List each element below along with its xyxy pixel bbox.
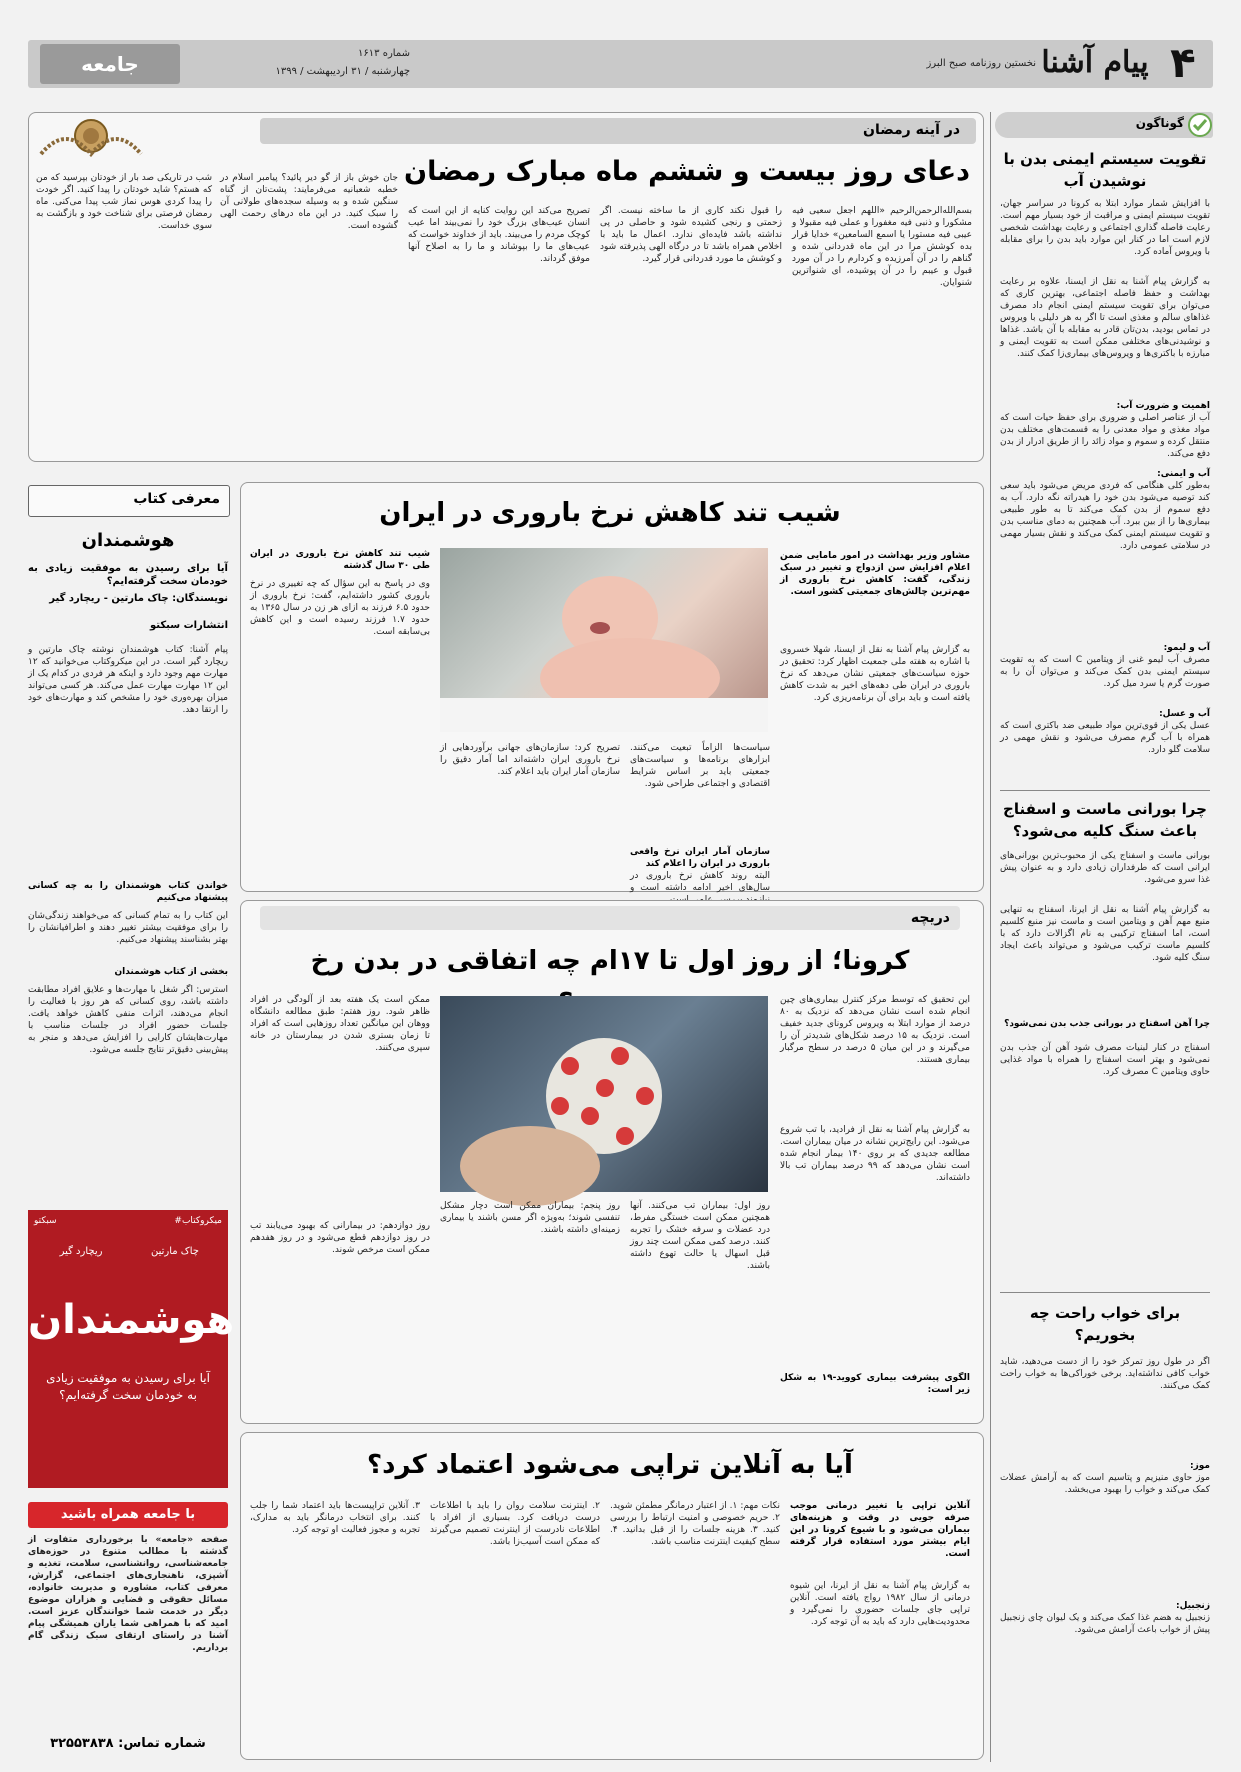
book-cover-author-2: ریچارد گیر: [59, 1246, 103, 1257]
therapy-title: آیا به آنلاین تراپی می‌شود اعتماد کرد؟: [367, 1450, 853, 1480]
baby-photo: [440, 548, 768, 732]
readers-header: با جامعه همراه باشید: [60, 1507, 196, 1522]
misc-sub7: زنجبیل:: [1175, 1601, 1210, 1611]
misc-p5: مصرف آب لیمو غنی از ویتامین C است که به تقویت سیستم ایمنی بدن کمک می‌کند و می‌توان آن را به صورت گرم یا سرد میل کرد.: [1000, 655, 1211, 689]
misc-p8: به گزارش پیام آشنا به نقل از ایرنا، اسفناج به تنهایی منبع مهم آهن و ویتامین است و ماست نیز منبع کلسیم است، اما اسفناج ترکیبی به نام اگزالات دارد که با کلسیم ماست ترکیب می‌شود و می‌تواند باعث ایجاد سنگ کلیه شود.: [1000, 905, 1210, 963]
misc-p4: به‌طور کلی هنگامی که فردی مریض می‌شود باید سعی کند توصیه می‌شود بدن خود را هیدراته نگه دارد. آب به دفع سموم از بدن کمک می‌کند تا به طور طبیعی بیماری‌ها را از بین ببرد. آب همچنین به دمای مناسب بدن و تقویت سیستم ایمنی کمک می‌کند و نقش بسیار مهمی در سلامتی عمومی دارد.: [1000, 481, 1210, 551]
ramadan-col-4: جان خوش باز از گو دیر پائید؟ پیامبر اسلام در خطبه شعبانیه می‌فرمایند: پشت‌تان از گناه سنگین شده و به وسیله سجده‌های طولانی آن را سبک کنید. در این ماه درهای رحمت الهی گشوده است.: [220, 173, 398, 231]
corona-col-3: روز اول: بیماران تب می‌کنند. آنها همچنین ممکن است خستگی مفرط، درد عضلات و سرفه خشک را تجربه کنند. درصد کمی ممکن است چند روز قبل اسهال یا حالت تهوع داشته باشند.: [630, 1201, 770, 1271]
misc-sub3: آب و لیمو:: [1163, 643, 1210, 653]
fertility-col-2: وی در پاسخ به این سؤال که چه تغییری در نرخ باروری کشور داشته‌ایم، گفت: نرخ باروری از حدود ۶.۵ فرزند به ازای هر زن در سال ۱۳۶۵ به حدود ۱.۷ فرزند رسیده است و این کاهش بی‌سابقه است.: [250, 579, 431, 637]
book-p2: خواندن کتاب هوشمندان را به چه کسانی پیشنهاد می‌کنیم: [28, 881, 228, 903]
misc-p1: با افزایش شمار موارد ابتلا به کرونا در سراسر جهان، تقویت سیستم ایمنی و مراقبت از خود بسیار مهم است. رعایت فاصله گذاری اجتماعی و رعایت بهداشت شخصی لازم است اما در کنار این موارد باید بدن را برای مقابله با ویروس آماده کرد.: [1000, 199, 1210, 257]
corona-title: کرونا؛ از روز اول تا ۱۷ام چه اتفاقی در بدن رخ: [310, 946, 910, 976]
misc-headline-sleep: برای خواب راحت چه بخوریم؟: [1029, 1304, 1181, 1344]
corona-sub: الگوی پیشرفت بیماری کووید-۱۹ به شکل زیر است:: [780, 1373, 970, 1395]
book-title: هوشمندان: [81, 530, 175, 551]
misc-p9: اسفناج در کنار لبنیات مصرف شود آهن آن جذب بدن نمی‌شود و بهتر است اسفناج را همراه با مواد غذایی حاوی ویتامین C مصرف کرد.: [1000, 1043, 1210, 1077]
fertility-lead: مشاور وزیر بهداشت در امور مامایی ضمن اعلام افزایش سن ازدواج و تغییر در سبک زندگی، گفت: کاهش نرخ باروری از مهم‌ترین چالش‌های جمعیتی کشور است.: [780, 551, 970, 597]
ramadan-col-1: بسم‌الله‌الرحمن‌الرحیم «اللهم اجعل سعیی فیه مشکورا و ذنبی فیه مغفورا و عملی فیه مقبولا و عیبی فیه مستورا یا اسمع السامعین» خدایا قرار بده کوشش مرا در این ماه قدردانی شده و گناهم را در آن آمرزیده و کردارم را در آن مورد قبول و عیبم را در آن پوشیده، ای شنواترین شنوایان.: [792, 206, 972, 288]
misc-divider-1: [1000, 790, 1210, 791]
logo: پیام آشنا: [1041, 45, 1149, 80]
prayer-beads-icon: [36, 114, 146, 164]
therapy-lead: آنلاین تراپی یا تغییر درمانی موجب صرفه جویی در وقت و هزینه‌های بیماران می‌شود و با شیوع کرونا در این ایام بیشتر مورد استفاده قرار گرفته است.: [790, 1501, 970, 1559]
book-p4: بخشی از کتاب هوشمندان: [114, 967, 228, 977]
misc-sub4: آب و عسل:: [1159, 709, 1210, 719]
misc-p3: آب از عناصر اصلی و ضروری برای حفظ حیات است که مواد مغذی و مواد معدنی را به قسمت‌های مختلف بدن منتقل کرده و سموم و مواد زائد را از طریق ادرار از بدن دفع می‌کند.: [1000, 413, 1210, 459]
book-cover-brand: سبکتو: [34, 1216, 57, 1226]
fertility-title: شیب تند کاهش نرخ باروری در ایران: [379, 498, 841, 528]
fertility-col-5: البته روند کاهش نرخ باروری در سال‌های اخیر ادامه داشته است و: [630, 871, 770, 893]
misc-p10: اگر در طول روز تمرکز خود را از دست می‌دهید، شاید خواب کافی نداشته‌اید. برخی خوراکی‌ها به خواب راحت کمک می‌کنند.: [1000, 1357, 1210, 1391]
book-cover-author-1: چاک مارتین: [150, 1246, 199, 1257]
book-cover-badge: #میکروکتاب: [174, 1216, 222, 1226]
corona-col-4: روز پنجم: بیماران ممکن است دچار مشکل تنفسی شوند؛ به‌ویژه اگر مسن باشند یا بیماری زمینه‌ای داشته باشند.: [440, 1201, 620, 1235]
section-title: جامعه: [40, 44, 180, 84]
corona-kicker: دریچه: [910, 910, 950, 926]
misc-p2: به گزارش پیام آشنا به نقل از ایسنا، علاوه بر رعایت بهداشت و حفظ فاصله اجتماعی، بهترین کاری که می‌توان برای تقویت سیستم ایمنی انجام داد مصرف غذاهای سالم و مغذی است تا اگر به هر دلیلی با ویروس در تماس بودید، بدن‌تان قادر به مقابله با آن باشد. غذاها و نوشیدنی‌های مختلفی ممکن است به تقویت ایمنی و مبارزه با باکتری‌ها و ویروس‌های بیماری‌زا کمک کنند.: [1000, 277, 1210, 359]
misc-p11: موز حاوی منیزیم و پتاسیم است که به آرامش عضلات کمک می‌کند و خواب را بهبود می‌بخشد.: [1000, 1473, 1210, 1495]
readers-phone: شماره تماس: ۳۲۵۵۳۸۳۸: [50, 1736, 206, 1751]
misc-p12: زنجبیل به هضم غذا کمک می‌کند و یک لیوان چای زنجبیل پیش از خواب باعث آرامش می‌شود.: [1000, 1613, 1210, 1635]
column-divider: [990, 112, 991, 1762]
book-subtitle: آیا برای رسیدن به موفقیت زیادی به خودمان سخت گرفته‌ایم؟: [28, 563, 228, 587]
misc-sub6: موز:: [1190, 1461, 1210, 1471]
misc-label: گوناگون: [1135, 116, 1184, 130]
book-cover-title: هوشمندان: [28, 1297, 235, 1343]
check-icon: [1188, 113, 1212, 137]
ramadan-col-3: تصریح می‌کند این روایت کنایه از این است که انسان عیب‌های بزرگ خود را نمی‌بیند اما عیب کوچک مردم را می‌بیند. باید از خداوند خواست که عیب‌های ما را بپوشاند و ما را به اصلاح آنها موفق گرداند.: [408, 206, 590, 264]
therapy-col-2: نکات مهم: ۱. از اعتبار درمانگر مطمئن شوید. ۲. حریم خصوصی و امنیت ارتباط را بررسی کنید. ۳. هزینه جلسات را از قبل بدانید. ۴. سطح کیفیت اینترنت مناسب باشد.: [610, 1501, 781, 1547]
fertility-col-4: تصریح کرد: سازمان‌های جهانی برآوردهایی از نرخ باروری ایران داشته‌اند اما آمار دقیق را سازمان آمار ایران باید اعلام کند.: [440, 743, 620, 777]
ramadan-kicker: در آینه رمضان: [863, 122, 960, 138]
page-number: ۴: [1170, 38, 1196, 87]
fertility-col-1: به گزارش پیام آشنا به نقل از ایسنا، شهلا خسروی با اشاره به هفته ملی جمعیت اظهار کرد: تحقیق در حوزه سیاست‌های جمعیتی نشان می‌دهد که نرخ باروری در ایران طی دهه‌های اخیر به شدت کاهش یافته است و باید برای آن برنامه‌ریزی کرد.: [780, 645, 970, 703]
misc-sub2: آب و ایمنی:: [1157, 469, 1210, 479]
corona-col-2: به گزارش پیام آشنا به نقل از فرادید، با تب شروع می‌شود. این رایج‌ترین نشانه در میان بیماران است. مطالعه جدیدی که بر روی ۱۴۰ بیمار انجام شده است نشان می‌دهد که ۹۹ درصد بیماران تب بالا داشته‌اند.: [780, 1125, 970, 1183]
issue-number: شماره ۱۶۱۳: [358, 48, 410, 59]
misc-sub1: اهمیت و ضرورت آب:: [1116, 401, 1210, 411]
readers-text: صفحه «جامعه» با برخورداری متفاوت از گذشته با مطالب متنوع در حوزه‌های جامعه‌شناسی، روانشناسی، سلامت، تغذیه و آشپزی، ناهنجاری‌های اجتماعی، گزارش، معرفی کتاب، مشاوره و مدیریت خانواده، مسائل حقوقی و قضایی و هزاران موضوع دیگر در خدمت شما خوانندگان عزیز است. امید که با همراهی شما یاران همیشگی پیام آشنا در راستای ارتقای سبک زندگی گام برداریم.: [28, 1535, 228, 1653]
therapy-col-3: ۲. اینترنت سلامت روان را باید با اطلاعات درست دریافت کرد. بسیاری از افراد با اطلاعات نادرست از اینترنت تصمیم می‌گیرند که ممکن است آسیب‌زا باشد.: [430, 1501, 600, 1547]
virus-photo: [440, 996, 768, 1192]
misc-divider-2: [1000, 1292, 1210, 1293]
therapy-col-4: ۳. آنلاین تراپیست‌ها باید اعتماد شما را جلب کنند. برای انتخاب درمانگر باید به مدارک، تجربه و مجوز فعالیت او توجه کرد.: [250, 1501, 420, 1535]
corona-col-1: این تحقیق که توسط مرکز کنترل بیماری‌های چین انجام شده است نشان می‌دهد که نزدیک به ۸۰ درصد از موارد ابتلا به ویروس کرونای جدید خفیف است. نزدیک به ۱۵ درصد شکل‌های شدیدتر آن را می‌گیرند و در این میان ۵ درصد در سطح مرگبار بیماری هستند.: [780, 995, 970, 1065]
book-publisher: انتشارات سبکتو: [150, 620, 228, 631]
corona-col-6: روز دوازدهم: در بیمارانی که بهبود می‌یابند تب در روز دوازدهم قطع می‌شود و در روز هفدهم ممکن است مرخص شوند.: [250, 1221, 430, 1255]
corona-col-5: ممکن است یک هفته بعد از آلودگی در افراد ظاهر شود. روز هفتم: طبق مطالعه دانشگاه ووهان این میانگین تعداد روزهایی است که افراد تا زمان بستری شدن در بیمارستان در خانه سپری می‌کنند.: [250, 995, 430, 1053]
misc-headline-water: تقویت سیستم ایمنی بدن با نوشیدن آب: [1003, 150, 1207, 190]
fertility-sub-1: شیب تند کاهش نرخ باروری در ایران طی ۳۰ سال گذشته: [250, 549, 430, 571]
book-section-label: معرفی کتاب: [133, 491, 220, 507]
misc-headline-kidney: چرا بورانی ماست و اسفناج باعث سنگ کلیه می‌شود؟: [1003, 800, 1207, 840]
misc-p6: عسل یکی از قوی‌ترین مواد طبیعی ضد باکتری است که همراه با آب گرم مصرف می‌شود و نقش مهمی در سلامت گلو دارد.: [1000, 721, 1210, 755]
logo-tagline: نخستین روزنامه صبح البرز: [926, 58, 1036, 69]
ramadan-col-5: شب در تاریکی صد بار از خودتان بپرسید که من که هستم؟ شاید خودتان را پیدا کنید. اگر خودت را پیدا کردی هوس نماز شب پیدا می‌کنی. ماه رمضان فرصتی برای شناخت خود و بازگشت به سوی خداست.: [36, 173, 212, 231]
book-p3: این کتاب را به تمام کسانی که می‌خواهند زندگی‌شان را برای موفقیت بیشتر تغییر دهند و اطرافیانشان را بهتر بشناسند پیشنهاد می‌کنیم.: [28, 911, 228, 945]
book-authors: نویسندگان: چاک مارتین - ریچارد گیر: [49, 593, 228, 604]
ramadan-title: دعای روز بیست و ششم ماه مبارک رمضان: [404, 156, 970, 187]
issue-date: چهارشنبه / ۳۱ اردیبهشت / ۱۳۹۹: [275, 66, 410, 77]
book-p1: پیام آشنا: کتاب هوشمندان نوشته چاک مارتین و ریچارد گیر است. در این میکروکتاب می‌خوانید که ۱۲ مهارت مهم وجود دارد و اینکه هر فردی در کدام یک از این ۱۲ مهارت مهارت عمل می‌کند. هر کسی می‌تواند میزان بهره‌وری خود را مشخص کند و مهارت‌های خود را ارتقا دهد.: [28, 645, 228, 715]
therapy-col-1: به گزارش پیام آشنا به نقل از ایرنا، این شیوه درمانی از سال ۱۹۸۲ رواج یافته است. آنلاین تراپی جای جلسات حضوری را نمی‌گیرد و محدودیت‌هایی دارد که باید به آن توجه کرد.: [790, 1581, 970, 1627]
misc-p7: بورانی ماست و اسفناج یکی از محبوب‌ترین بورانی‌های ایرانی است که طرفداران زیادی دارد و به عنوان پیش غذا سرو می‌شود.: [1000, 851, 1210, 885]
fertility-col-3: سیاست‌ها الزاماً تبعیت می‌کنند. ابزارهای برنامه‌ها و سیاست‌های جمعیتی باید بر اساس شرایط اقتصادی و اجتماعی طراحی شود.: [630, 743, 770, 789]
book-cover-subtitle: آیا برای رسیدن به موفقیت زیادی به خودمان سخت گرفته‌ایم؟: [46, 1371, 210, 1402]
fertility-sub-2: سازمان آمار ایران نرخ واقعی باروری در ایران را اعلام کند: [630, 847, 770, 869]
book-p5: استرس: اگر شغل با مهارت‌ها و علایق افراد مطابقت داشته باشد، روی کسانی که هر روز با فعالیت را انجام می‌دهند، اثرات منفی کاهش خواهد یافت. جلسات حضور افراد در جلسات مناسب با مهارت‌هایشان کارایی را افزایش می‌دهد و منجر به پیش‌بینی دقیق‌تر نتایج جلسه می‌شود.: [28, 985, 228, 1055]
misc-sub5: چرا آهن اسفناج در بورانی جذب بدن نمی‌شود؟: [1004, 1019, 1210, 1029]
ramadan-col-2: را قبول نکند کاری از ما ساخته نیست. اگر زحمتی و رنجی کشیده شود و حاصلی در پی نداشته باشد فایده‌ای ندارد. اعمال ما باید با اخلاص همراه باشد تا در درگاه الهی پذیرفته شود و کوشش ما مورد قدردانی قرار گیرد.: [600, 206, 782, 264]
